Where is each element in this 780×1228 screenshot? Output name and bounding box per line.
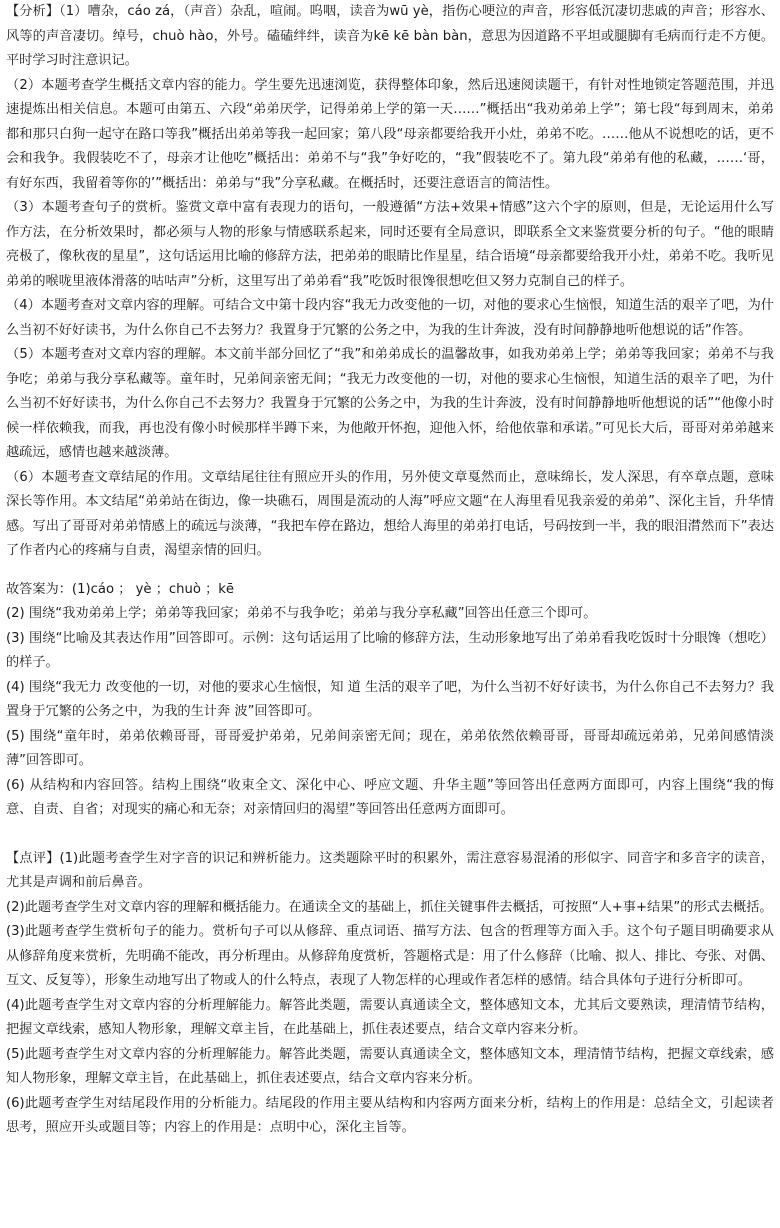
answer-line-1: 故答案为：(1)cáo ； yè ；chuò ；kē (6, 581, 235, 597)
comment-line-4: (4)此题考查学生对文章内容的分析理解能力。解答此类题，需要认真通读全文，整体感知文本，尤其后文要熟读，理清情节结构，把握文章线索，感知人物形象，理解文章主旨，在此基础上，抓住表述要点，结合文章内容来分析。 (6, 997, 774, 1037)
analysis-paragraph-4: （4）本题考查对文章内容的理解。可结合文中第十段内容“我无力改变他的一切，对他的要求心生恼恨，知道生活的艰辛了吧，为什么当初不好好读书，为什么你自己不去努力？我置身于冗繁的公务之中，为我的生计奔波，没有时间静静地听他想说的话”作答。 (6, 298, 774, 338)
answer-line-5: (5) 围绕“童年时，弟弟依赖哥哥，哥哥爱护弟弟，兄弟间亲密无间；现在，弟弟依然依赖哥哥，哥哥却疏远弟弟，兄弟间感情淡薄”回答即可。 (6, 728, 774, 768)
spacer (6, 564, 774, 578)
answer-line-2: (2) 围绕“我劝弟弟上学；弟弟等我回家；弟弟不与我争吃；弟弟与我分享私藏”回答出任意三个即可。 (6, 606, 597, 621)
answer-section (6, 578, 774, 823)
answer-line-3: (3) 围绕“比喻及其表达作用”回答即可。示例：这句话运用了比喻的修辞方法，生动形象地写出了弟弟看我吃饭时十分眼馋（想吃）的样子。 (6, 630, 774, 670)
comment-line-3: (3)此题考查学生赏析句子的能力。赏析句子可以从修辞、重点词语、描写方法、包含的哲理等方面入手。这个句子题目明确要求从从修辞角度来赏析，先明确不能改，再分析理由。从修辞角度赏析，答题格式是：用了什么修辞（比喻、拟人、排比、夸张、对偶、互文、反复等），形象生动地写出了物或人的什么特点，表现了人物怎样的心理或作者怎样的感情。结合具体句子进行分析即可。 (6, 924, 774, 988)
comment-line-1: 【点评】(1)此题考查学生对字音的识记和辨析能力。这类题除平时的积累外，需注意容易混淆的形似字、同音字和多音字的读音，尤其是声调和前后鼻音。 (6, 850, 774, 890)
comment-section (6, 847, 774, 1141)
analysis-paragraph-2: （2）本题考查学生概括文章内容的能力。学生要先迅速浏览，获得整体印象，然后迅速阅读题干，有针对性地锁定答题范围，并迅速提炼出相关信息。本题可由第五、六段“弟弟厌学，记得弟弟上学的第一天……”概括出“我劝弟弟上学”；第七段“每到周末，弟弟都和那只白狗一起守在路口等我”概括出弟弟等我一起回家；第八段“母亲都要给我开小灶，弟弟不吃。……他从不说想吃的话，更不会和我争。我假装吃不了，母亲才让他吃”概括出：弟弟不与“我”争好吃的，“我”假装吃不了。第九段“弟弟有他的私藏，……‘哥，有好东西，我留着等你的’”概括出：弟弟与“我”分享私藏。在概括时，还要注意语言的简洁性。 (6, 77, 774, 191)
analysis-paragraph-3: （3）本题考查句子的赏析。鉴赏文章中富有表现力的语句，一般遵循“方法+效果+情感”这六个字的原则，但是，无论运用什么写作方法，在分析效果时，都必须与人物的形象与情感联系起来，同时还要有全局意识，即联系全文来鉴赏要分析的句子。“他的眼睛亮极了，像秋夜的星星”，这句话运用比喻的修辞方法，把弟弟的眼睛比作星星，结合语境“母亲都要给我开小灶，弟弟不吃。我听见弟弟的喉咙里液体滑落的咕咕声”分析，这里写出了弟弟看“我”吃饭时很馋很想吃但又努力克制自己的样子。 (6, 200, 774, 289)
comment-line-6: (6)此题考查学生对结尾段作用的分析能力。结尾段的作用主要从结构和内容两方面来分析，结构上的作用是：总结全文，引起读者思考，照应开头或题目等；内容上的作用是：点明中心，深化主旨等。 (6, 1095, 774, 1135)
analysis-paragraph-5: （5）本题考查对文章内容的理解。本文前半部分回忆了“我”和弟弟成长的温馨故事，如我劝弟弟上学；弟弟等我回家；弟弟不与我争吃；弟弟与我分享私藏等。童年时，兄弟间亲密无间；“我无力改变他的一切，对他的要求心生恼恨，知道生活的艰辛了吧，为什么当初不好好读书，为什么你自己不去努力？我置身于冗繁的公务之中，为我的生计奔波，没有时间静静地听他想说的话”“他像小时候一样依赖我，而我，再也没有像小时候那样半蹲下来，为他敞开怀抱，迎他入怀，给他依靠和承诺。”可见长大后，哥哥对弟弟越来越疏远，感情也越来越淡薄。 (6, 347, 774, 460)
comment-line-2: (2)此题考查学生对文章内容的理解和概括能力。在通读全文的基础上，抓住关键事件去概括，可按照“人+事+结果”的形式去概括。 (6, 899, 773, 915)
analysis-section (6, 0, 774, 564)
answer-line-4: (4) 围绕“我无力 改变他的一切，对他的要求心生恼恨，知 道 生活的艰辛了吧，为什么当初不好好读书，为什么你自己不去努力？我置身于冗繁的公务之中，为我的生计奔 波”回答即可。 (6, 679, 774, 719)
analysis-paragraph-1: 【分析】（1）嘈杂，cáo zá，（声音）杂乱，喧闹。呜咽，读音为wū yè，指伤心哽泣的声音，形容低沉凄切悲戚的声音；形容水、风等的声音凄切。绰号，chuò hào，外号。磕磕绊绊，读音为kē kē bàn bàn，意思为因道路不平坦或腿脚有毛病而行走不方便。平时学习时注意识记。 (6, 4, 774, 68)
answer-line-6: (6) 从结构和内容回答。结构上围绕“收束全文、深化中心、呼应文题、升华主题”等回答出任意两方面即可，内容上围绕“我的悔意、自责、自省；对现实的痛心和无奈；对亲情回归的渴望”等回答出任意两方面即可。 (6, 777, 774, 817)
spacer (6, 823, 774, 847)
analysis-paragraph-6: （6）本题考查文章结尾的作用。文章结尾往往有照应开头的作用，另外使文章戛然而止，意味绵长，发人深思，有卒章点题，意味深长等作用。本文结尾“弟弟站在街边，像一块礁石，周围是流动的人海”呼应文题“在人海里看见我亲爱的弟弟”、深化主旨，升华情感。写出了哥哥对弟弟情感上的疏远与淡薄，“我把车停在路边，想给人海里的弟弟打电话，号码按到一半，我的眼泪潸然而下”表达了作者内心的疼痛与自责，渴望亲情的回归。 (6, 469, 774, 558)
comment-line-5: (5)此题考查学生对文章内容的分析理解能力。解答此类题，需要认真通读全文，整体感知文本，理清情节结构，把握文章线索，感知人物形象，理解文章主旨，在此基础上，抓住表述要点，结合文章内容来分析。 (6, 1046, 774, 1086)
